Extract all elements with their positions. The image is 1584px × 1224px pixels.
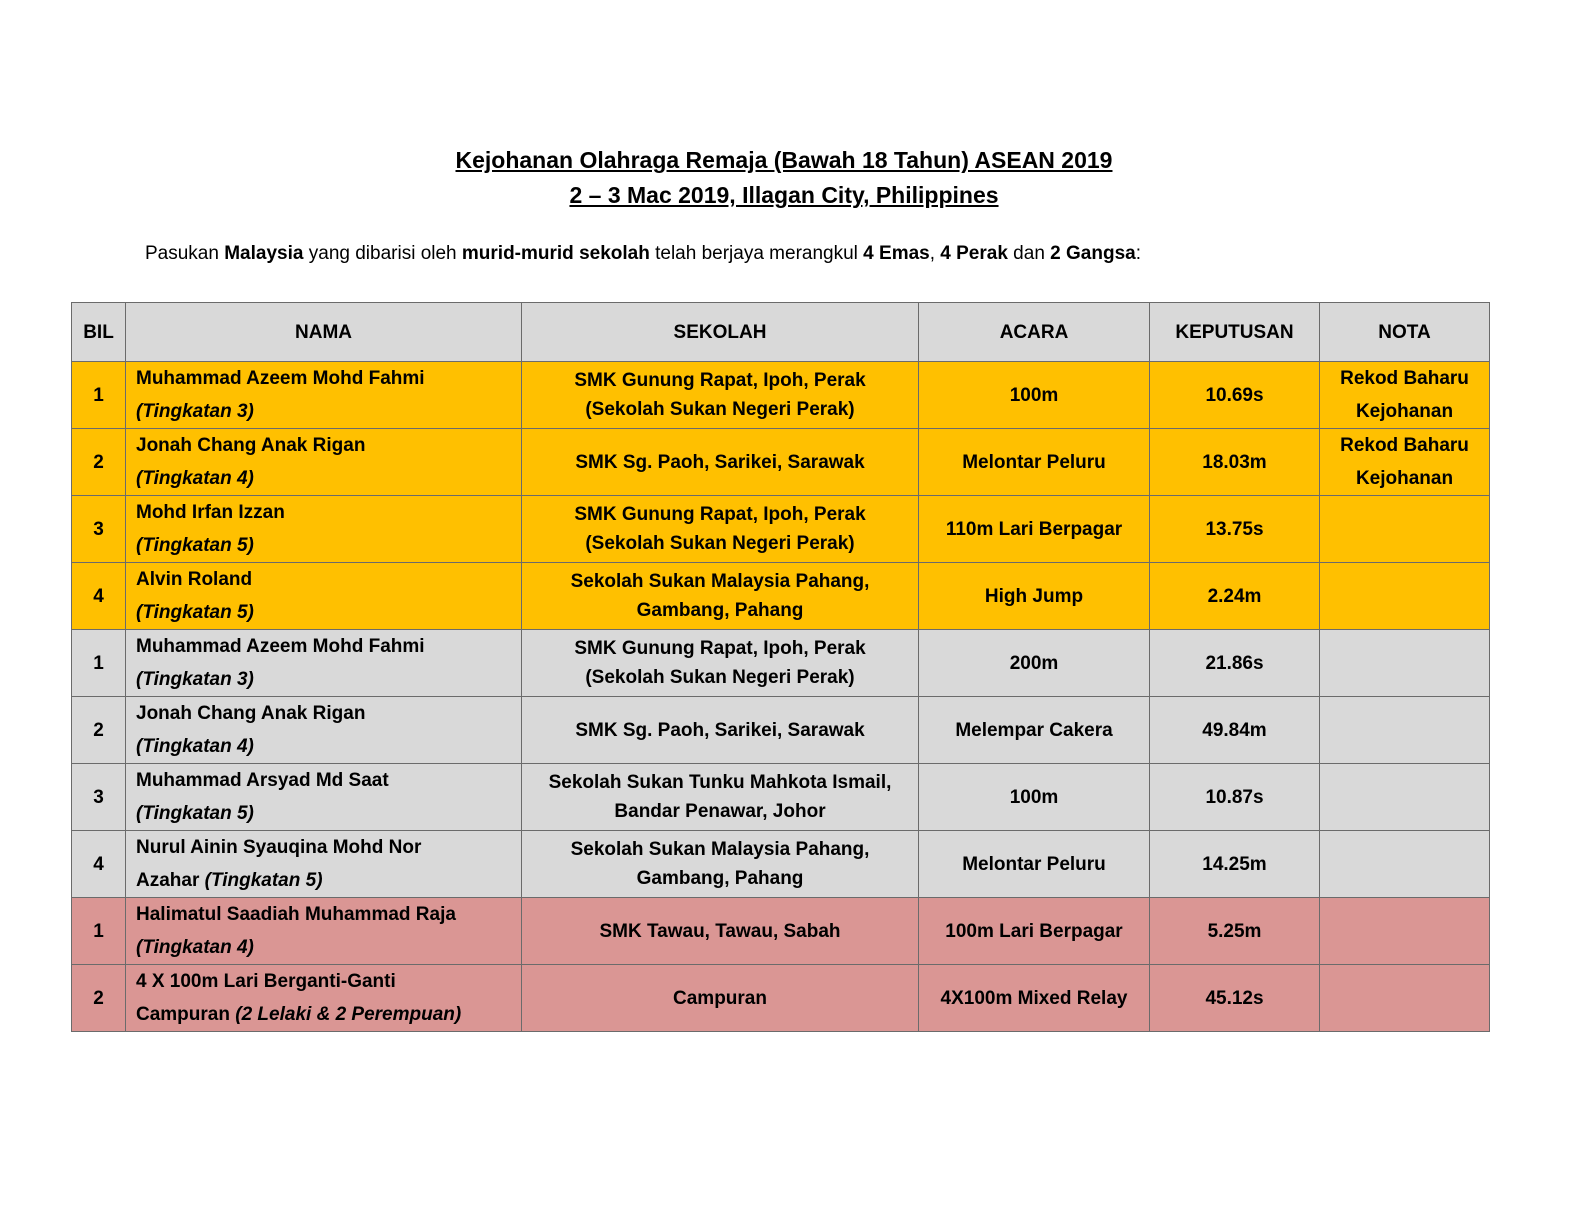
header-acara: ACARA <box>919 303 1150 362</box>
cell-bil: 1 <box>72 362 126 429</box>
cell-acara: High Jump <box>919 563 1150 630</box>
cell-nama <box>126 831 522 898</box>
intro-text: , <box>929 243 941 264</box>
school-line1: SMK Sg. Paoh, Sarikei, Sarawak <box>575 719 865 741</box>
cell-bil: 3 <box>72 764 126 831</box>
athlete-name: Muhammad Azeem Mohd Fahmi <box>136 368 425 389</box>
cell-acara: Melempar Cakera <box>919 697 1150 764</box>
athlete-level: (Tingkatan 3) <box>136 401 254 422</box>
table-row <box>72 697 1490 764</box>
table-row <box>72 898 1490 965</box>
athlete-name: 4 X 100m Lari Berganti-Ganti <box>136 971 396 992</box>
school-line1: Sekolah Sukan Tunku Mahkota Ismail, <box>548 772 892 793</box>
athlete-level: (Tingkatan 5) <box>136 803 254 824</box>
school-line2: Gambang, Pahang <box>636 868 804 889</box>
note-line1: Rekod Baharu <box>1340 435 1469 456</box>
athlete-level: (Tingkatan 4) <box>136 736 254 757</box>
cell-sekolah <box>522 965 919 1032</box>
cell-nota <box>1320 831 1490 898</box>
table-row <box>72 563 1490 630</box>
cell-bil: 1 <box>72 898 126 965</box>
cell-keputusan: 21.86s <box>1150 630 1320 697</box>
cell-acara: 100m Lari Berpagar <box>919 898 1150 965</box>
cell-acara: Melontar Peluru <box>919 831 1150 898</box>
intro-text: Pasukan <box>145 243 225 264</box>
cell-nama <box>126 429 522 496</box>
cell-nota <box>1320 563 1490 630</box>
school-line1: SMK Gunung Rapat, Ipoh, Perak <box>574 504 866 525</box>
note-line1: Rekod Baharu <box>1340 368 1469 389</box>
cell-keputusan: 5.25m <box>1150 898 1320 965</box>
results-table <box>71 302 1490 1032</box>
athlete-level: (Tingkatan 3) <box>136 669 254 690</box>
cell-acara: Melontar Peluru <box>919 429 1150 496</box>
cell-nota <box>1320 764 1490 831</box>
athlete-name: Nurul Ainin Syauqina Mohd Nor <box>136 837 422 858</box>
intro-text: yang dibarisi oleh <box>303 243 462 264</box>
cell-keputusan: 45.12s <box>1150 965 1320 1032</box>
cell-keputusan: 2.24m <box>1150 563 1320 630</box>
cell-nama <box>126 697 522 764</box>
table-body <box>72 362 1490 1032</box>
nama-line2: Campuran <box>136 1004 236 1025</box>
athlete-level: (Tingkatan 5) <box>136 602 254 623</box>
cell-sekolah <box>522 831 919 898</box>
cell-bil: 4 <box>72 563 126 630</box>
athlete-name: Halimatul Saadiah Muhammad Raja <box>136 904 456 925</box>
intro-bold: murid-murid sekolah <box>461 243 650 264</box>
cell-acara: 4X100m Mixed Relay <box>919 965 1150 1032</box>
intro-bold: 2 Gangsa <box>1050 243 1136 264</box>
cell-acara: 200m <box>919 630 1150 697</box>
intro-bold: Malaysia <box>224 243 304 264</box>
cell-nota <box>1320 362 1490 429</box>
athlete-level: (Tingkatan 5) <box>136 535 254 556</box>
cell-sekolah <box>522 764 919 831</box>
cell-bil: 2 <box>72 697 126 764</box>
header-sekolah: SEKOLAH <box>522 303 919 362</box>
cell-nama <box>126 898 522 965</box>
table-row <box>72 831 1490 898</box>
cell-sekolah <box>522 362 919 429</box>
athlete-name: Alvin Roland <box>136 569 253 590</box>
school-line1: Campuran <box>673 987 767 1009</box>
athlete-level: (Tingkatan 5) <box>204 870 323 891</box>
cell-bil: 2 <box>72 965 126 1032</box>
cell-nama <box>126 630 522 697</box>
school-line1: SMK Tawau, Tawau, Sabah <box>599 920 841 942</box>
cell-sekolah <box>522 697 919 764</box>
cell-bil: 4 <box>72 831 126 898</box>
table-row <box>72 362 1490 429</box>
document-title: Kejohanan Olahraga Remaja (Bawah 18 Tahun) ASEAN 2019 <box>455 147 1113 173</box>
intro-bold: 4 Emas <box>863 243 930 264</box>
cell-acara: 100m <box>919 764 1150 831</box>
athlete-name: Muhammad Azeem Mohd Fahmi <box>136 636 425 657</box>
school-line1: SMK Gunung Rapat, Ipoh, Perak <box>574 638 866 659</box>
cell-nota <box>1320 429 1490 496</box>
table-header-row <box>72 303 1490 362</box>
cell-keputusan: 49.84m <box>1150 697 1320 764</box>
school-line2: Gambang, Pahang <box>636 600 804 621</box>
school-line1: Sekolah Sukan Malaysia Pahang, <box>570 839 870 860</box>
intro-text: dan <box>1007 243 1051 264</box>
cell-nota <box>1320 496 1490 563</box>
table-row <box>72 764 1490 831</box>
table-row <box>72 630 1490 697</box>
athlete-level: (2 Lelaki & 2 Perempuan) <box>235 1004 462 1025</box>
header-bil: BIL <box>72 303 126 362</box>
document-subtitle: 2 – 3 Mac 2019, Illagan City, Philippines <box>569 182 999 208</box>
cell-nota <box>1320 697 1490 764</box>
cell-nama <box>126 496 522 563</box>
cell-nama <box>126 965 522 1032</box>
school-line2: (Sekolah Sukan Negeri Perak) <box>585 667 855 688</box>
school-line1: Sekolah Sukan Malaysia Pahang, <box>570 571 870 592</box>
school-line1: SMK Gunung Rapat, Ipoh, Perak <box>574 370 866 391</box>
intro-bold: 4 Perak <box>940 243 1008 264</box>
header-nota: NOTA <box>1320 303 1490 362</box>
cell-keputusan: 14.25m <box>1150 831 1320 898</box>
cell-nama <box>126 362 522 429</box>
cell-sekolah <box>522 496 919 563</box>
cell-nota <box>1320 898 1490 965</box>
note-line2: Kejohanan <box>1355 468 1454 489</box>
school-line2: (Sekolah Sukan Negeri Perak) <box>585 399 855 420</box>
cell-keputusan: 10.87s <box>1150 764 1320 831</box>
intro-paragraph <box>145 243 1141 265</box>
cell-acara: 100m <box>919 362 1150 429</box>
cell-keputusan: 10.69s <box>1150 362 1320 429</box>
cell-keputusan: 18.03m <box>1150 429 1320 496</box>
header-keputusan: KEPUTUSAN <box>1150 303 1320 362</box>
header-nama: NAMA <box>126 303 522 362</box>
intro-text: : <box>1135 243 1141 264</box>
athlete-name: Muhammad Arsyad Md Saat <box>136 770 389 791</box>
nama-line2: Azahar <box>136 870 205 891</box>
cell-sekolah <box>522 898 919 965</box>
athlete-level: (Tingkatan 4) <box>136 937 254 958</box>
cell-nama <box>126 563 522 630</box>
intro-text: telah berjaya merangkul <box>649 243 864 264</box>
school-line2: Bandar Penawar, Johor <box>614 801 826 822</box>
table-row <box>72 965 1490 1032</box>
athlete-name: Jonah Chang Anak Rigan <box>136 703 366 724</box>
school-line2: (Sekolah Sukan Negeri Perak) <box>585 533 855 554</box>
cell-nama <box>126 764 522 831</box>
athlete-level: (Tingkatan 4) <box>136 468 254 489</box>
cell-acara: 110m Lari Berpagar <box>919 496 1150 563</box>
cell-nota <box>1320 965 1490 1032</box>
cell-bil: 2 <box>72 429 126 496</box>
cell-bil: 1 <box>72 630 126 697</box>
athlete-name: Mohd Irfan Izzan <box>136 502 285 523</box>
note-line2: Kejohanan <box>1355 401 1454 422</box>
table-row <box>72 429 1490 496</box>
cell-bil: 3 <box>72 496 126 563</box>
cell-sekolah <box>522 429 919 496</box>
cell-sekolah <box>522 630 919 697</box>
school-line1: SMK Sg. Paoh, Sarikei, Sarawak <box>575 451 865 473</box>
cell-sekolah <box>522 563 919 630</box>
table-row <box>72 496 1490 563</box>
athlete-name: Jonah Chang Anak Rigan <box>136 435 366 456</box>
cell-keputusan: 13.75s <box>1150 496 1320 563</box>
cell-nota <box>1320 630 1490 697</box>
